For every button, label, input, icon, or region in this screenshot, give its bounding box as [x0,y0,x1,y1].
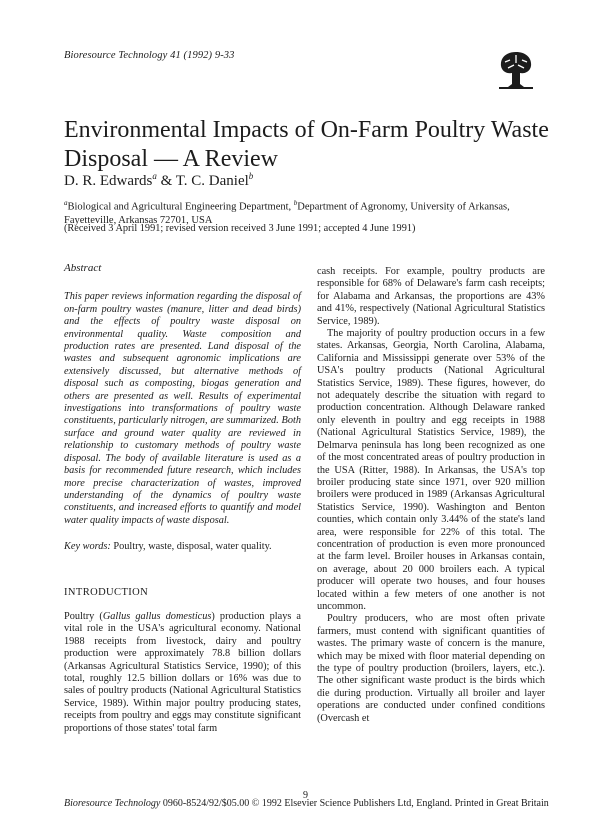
abstract-heading: Abstract [64,262,102,274]
body-paragraph [64,611,301,735]
author-name: D. R. Edwards [64,173,153,189]
keywords-text: Poultry, waste, disposal, water quality. [110,541,272,553]
affiliation-mark: a [152,171,157,181]
left-column [64,262,301,735]
abstract-text: This paper reviews information regarding the disposal of on-farm poultry wastes (manure, litter and dead birds) and the effects of poultry waste disposal on environmental quality. Waste composition and production rates are presented. Land disposal of the wastes and subsequent agronomic implications are extensively discussed, but alternative methods of disposal such as composting, biogas generation and others are presented as well. Results of experimental investigations into transformations of poultry waste constituents, particularly nitrogen, are summarized. Both surface and ground water quality are reviewed in relationship to customary methods of poultry waste disposal. The body of available literature is used as a basis for recommended future research, which includes more precise characterization of wastes, improved understanding of the dynamics of poultry waste constituents, and increased efforts to quantify and model water quality impacts of waste disposal. [64,291,301,526]
body-paragraph: Poultry producers, who are most often private farmers, must contend with significant quantities of wastes. The primary waste of concern is the manure, which may be mixed with floor material depending on the type of poultry production (broilers, layers, etc.). The other significant waste product is the birds which die during production. Virtually all broiler and layer operations are conducted under confined conditions (Overcash et [317,613,545,724]
body-paragraph: cash receipts. For example, poultry products are responsible for 68% of Delaware's farm cash receipts; for Alabama and Arkansas, the proportions are 43% and 41%, respectively (National Agricultural Statistics Service, 1989). [317,266,545,327]
affiliation-mark: a [64,199,68,207]
affiliation-text: Biological and Agricultural Engineering Department, [67,201,294,213]
footer-copyright [64,798,554,810]
author-name: T. C. Daniel [175,173,249,189]
affiliation-text: Department of Agronomy, University of Arkansas, Fayetteville, Arkansas 72701, USA [64,201,510,226]
right-column [317,266,545,725]
species-name: Gallus gallus domesticus [102,610,212,622]
affiliation-mark: b [248,171,254,181]
article-title: Environmental Impacts of On-Farm Poultry Waste Disposal — A Review [64,117,549,172]
keywords [64,541,301,553]
paragraph-text: ) production plays a vital role in the USA's agricultural economy. National 1988 receipts from livestock, dairy and poultry production were approximately 78.8 billion dollars (Arkansas Agricultural Statistics Service, 1990); of this total, roughly 12.5 billion dollars or 16% was due to sales of poultry products (National Agricultural Statistics Service, 1989). Within major poultry producing states, receipts from poultry and eggs may constitute significant proportions of those states' total farm [64,610,301,734]
author-separator: & [156,173,176,189]
paragraph-text: Poultry ( [64,610,103,622]
affiliation-mark: b [293,199,298,207]
keywords-label: Key words: [64,541,111,553]
elsevier-tree-logo [496,46,536,90]
footer-text: 0960-8524/92/$05.00 © 1992 Elsevier Science Publishers Ltd, England. Printed in Great Britain [160,798,549,809]
footer-journal: Bioresource Technology [64,798,161,809]
page-number: 9 [303,790,308,801]
body-paragraph: The majority of poultry production occurs in a few states. Arkansas, Georgia, North Carolina, Alabama, California and Mississippi generate over 53% of the USA's poultry products (National Agricultural Statistics Service, 1989). These figures, however, do not adequately describe the situation with regard to production concentration. Although Delaware ranked only eleventh in poultry and egg receipts in 1988 (National Agricultural Statistics Service, 1989), the Delmarva peninsula has long been recognized as one of the most concentrated areas of poultry production in the USA (Ritter, 1988). In Arkansas, the USA's top broiler producing state since 1971, over 920 million broilers were produced in 1989 (Arkansas Agricultural Statistics Service, 1990). Washington and Benton counties, which contain only 3.44% of the state's land area, were responsible for 22% of this total. The concentration of production is even more pronounced at the farm level. Broiler houses in Arkansas contain, on average, about 20 000 broilers each. A typical producer will operate two houses, and four houses located within a few meters of one another is not uncommon. [317,328,545,612]
journal-reference: Bioresource Technology 41 (1992) 9-33 [64,50,235,61]
author-line [64,171,253,190]
received-dates: (Received 3 April 1991; revised version received 3 June 1991; accepted 4 June 1991) [64,223,416,234]
section-heading: INTRODUCTION [64,586,149,598]
